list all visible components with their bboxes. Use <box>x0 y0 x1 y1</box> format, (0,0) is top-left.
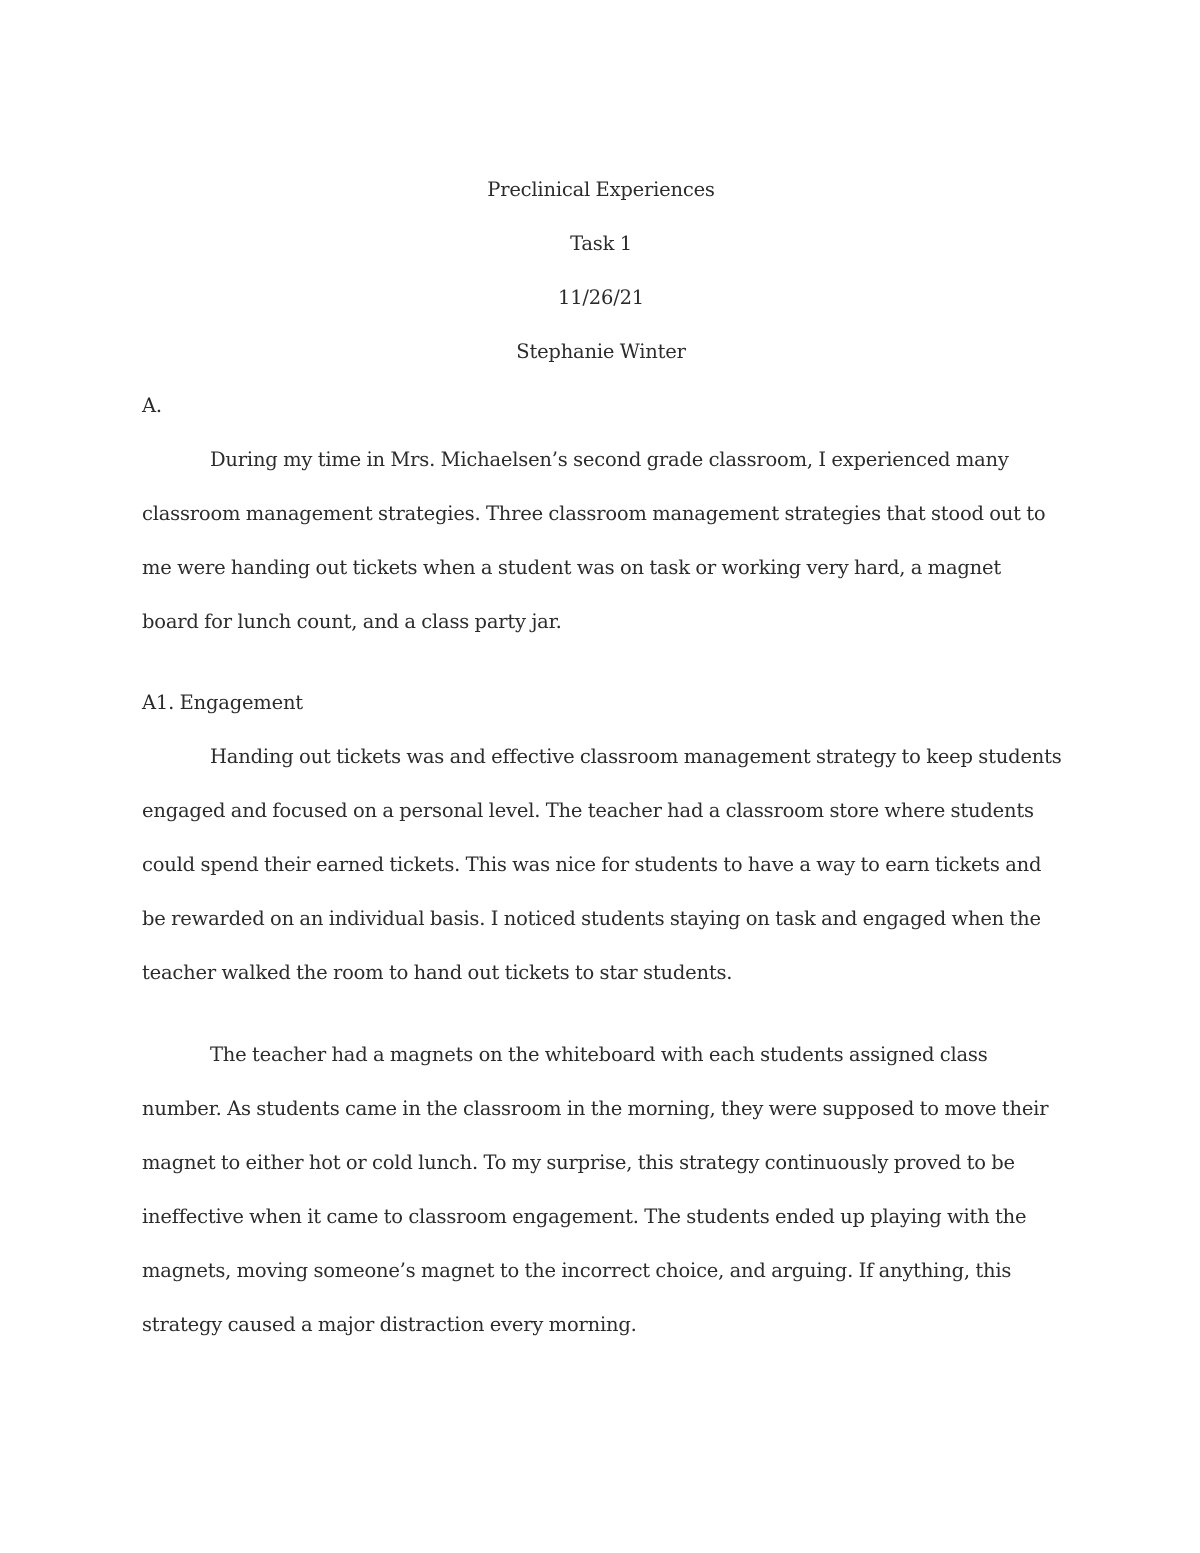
document-title: Preclinical Experiences <box>487 178 715 201</box>
section-spacer <box>142 649 1062 676</box>
author-name: Stephanie Winter <box>516 340 686 363</box>
section-a-heading: A. <box>142 394 162 417</box>
document-date: 11/26/21 <box>558 286 644 309</box>
section-a1-heading: A1. Engagement <box>142 691 303 714</box>
section-a1-paragraph-1: Handing out tickets was and effective classroom management strategy to keep students engaged and focused on a personal level. The teacher had a classroom store where students could spend their earned tickets. This was nice for students to have a way to earn tickets and be rewarded on an individual basis. I noticed students staying on task and engaged when the teacher walked the room to hand out tickets to star students. <box>142 745 1062 984</box>
paragraph-spacer <box>142 1000 1062 1028</box>
task-label: Task 1 <box>570 232 632 255</box>
section-a1-paragraph-2: The teacher had a magnets on the whiteboard with each students assigned class number. As students came in the classroom in the morning, they were supposed to move their magnet to either hot or cold lunch. To my surprise, this strategy continuously proved to be ineffective when it came to classroom engagement. The students ended up playing with the magnets, moving someone’s magnet to the incorrect choice, and arguing. If anything, this strategy caused a major distraction every morning. <box>142 1043 1049 1336</box>
document-body <box>142 163 1062 1352</box>
section-a-paragraph: During my time in Mrs. Michaelsen’s second grade classroom, I experienced many classroom management strategies. Three classroom management strategies that stood out to me were handing out tickets when a student was on task or working very hard, a magnet board for lunch count, and a class party jar. <box>142 448 1046 633</box>
